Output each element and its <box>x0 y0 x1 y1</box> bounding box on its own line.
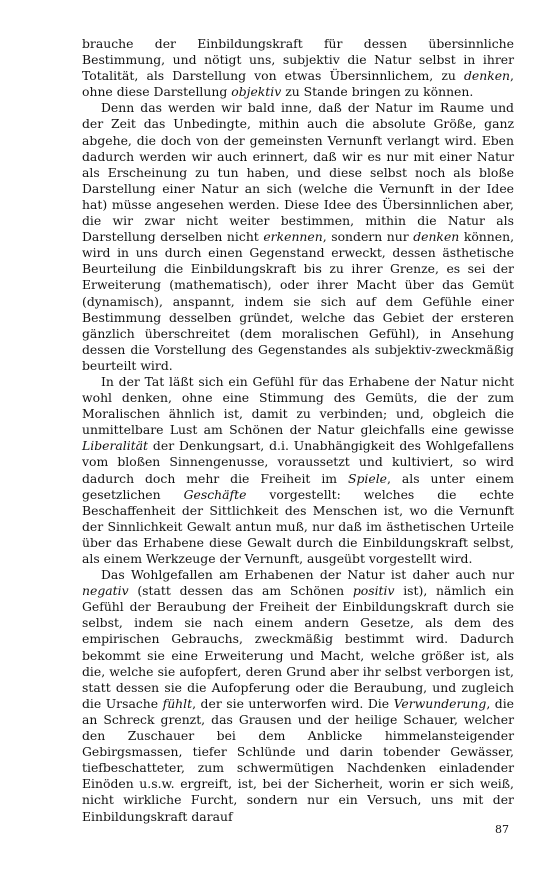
paragraph-text: Denn das werden wir bald inne, daß der Natur im Raume und der Zeit das Unbedingte, mithin auch die absolute Größe, ganz abgehe, die doch von der gemeinsten Vernunft verlangt wird. Eben dadurch werden wir auch erinnert, daß wir es nur mit einer Natur als Erscheinung zu tun haben, und diese selbst noch als bloße Darstellung einer Natur an sich (welche die Vernunft in der Idee hat) müsse angesehen werden. Diese Idee des Übersinnlichen aber, die wir zwar nicht weiter bestimmen, mithin die Natur als Darstellung derselben nicht <box>82 100 514 245</box>
paragraph-emphasis: Spiele <box>347 470 387 486</box>
paragraph-text: Das Wohlgefallen am Erhabenen der Natur ist daher auch nur <box>101 567 514 583</box>
paragraph-emphasis: Verwunderung <box>393 695 487 711</box>
paragraph-emphasis: negativ <box>82 583 129 599</box>
paragraph-text: können, wird in uns durch einen Gegenstand erweckt, dessen ästhetische Beurteilung die Einbildungskraft bis zu ihrer Grenze, es sei der Erweiterung (mathematisch), oder ihrer Macht über das Gemüt (dynamisch), anspannt, indem sie sich auf dem Gefühle einer Bestimmung desselben gründet, welche das Gebiet der ersteren gänzlich überschreitet (dem moralischen Gefühl), in Ansehung dessen die Vorstellung des Gegenstandes als subjektiv-zweckmäßig beurteilt wird. <box>82 229 515 373</box>
paragraph-text: , sondern nur <box>322 229 414 245</box>
paragraph-emphasis: fühlt <box>162 695 193 711</box>
paragraph-emphasis: Liberalität <box>82 438 149 454</box>
paragraph-emphasis: erkennen <box>263 229 323 245</box>
paragraph-text: , als unter einem gesetzlichen <box>82 470 514 502</box>
paragraph-4 <box>82 567 514 825</box>
paragraph-2 <box>82 100 514 374</box>
paragraph-text: In der Tat läßt sich ein Gefühl für das Erhabene der Natur nicht wohl denken, ohne eine Stimmung des Gemüts, die der zum Moralischen ähnlich ist, damit zu verbinden; und, obgleich die unmittelbare Lust am Schönen der Natur gleichfalls eine gewisse <box>82 373 514 438</box>
paragraph-text: ist), nämlich ein Gefühl der Beraubung der Freiheit der Einbildungskraft durch sie selbst, indem sie nach einem andern Gesetze, als dem des empirischen Gebrauchs, zweckmäßig bestimmt wird. Dadurch bekommt sie eine Erweiterung und Macht, welche größer ist, als die, welche sie aufopfert, deren Grund aber ihr selbst verborgen ist, statt dessen sie die Aufopferung oder die Beraubung, und zugleich die Ursache <box>82 583 514 711</box>
paragraph-3 <box>82 374 514 567</box>
paragraph-text: zu Stande bringen zu können. <box>281 84 474 100</box>
paragraph-emphasis: denken <box>413 229 460 245</box>
paragraph-text: , die an Schreck grenzt, das Grausen und der heilige Schauer, welcher den Zuschauer bei dem Anblicke himmelansteigender Gebirgsmassen, tiefer Schlünde und darin tobender Gewässer, tiefbeschatteter, zum schwermütigen Nachdenken einladender Einöden u.s.w. ergreift, ist, bei der Sicherheit, worin er sich weiß, nicht wirkliche Furcht, sondern nur ein Versuch, uns mit der Einbildungskraft darauf <box>82 695 515 824</box>
page-body <box>82 36 514 825</box>
page-number: 87 <box>495 823 509 836</box>
paragraph-text: brauche der Einbildungskraft für dessen übersinnliche Bestimmung, und nötigt uns, subjektiv die Natur selbst in ihrer Totalität, als Darstellung von etwas Übersinnlichem, zu <box>82 36 514 84</box>
paragraph-1 <box>82 36 514 100</box>
paragraph-text: , ohne diese Darstellung <box>82 68 514 100</box>
paragraph-emphasis: denken <box>463 68 511 84</box>
paragraph-text: vorgestellt: welches die echte Beschaffenheit der Sittlichkeit des Menschen ist, wo die Vernunft der Sinnlichkeit Gewalt antun muß, nur daß im ästhetischen Urteile über das Erhabene diese Gewalt durch die Einbildungskraft selbst, als einem Werkzeuge der Vernunft, ausgeübt vorgestellt wird. <box>82 486 514 566</box>
paragraph-text: , der sie unterworfen wird. Die <box>192 695 394 711</box>
paragraph-emphasis: Geschäfte <box>183 486 247 502</box>
paragraph-emphasis: positiv <box>352 583 395 599</box>
paragraph-text: (statt dessen das am Schönen <box>128 583 353 599</box>
paragraph-emphasis: objektiv <box>231 84 282 100</box>
paragraph-text: der Denkungsart, d.i. Unabhängigkeit des Wohlgefallens vom bloßen Sinnengenusse, voraussetzt und kultiviert, so wird dadurch doch mehr die Freiheit im <box>82 438 514 486</box>
